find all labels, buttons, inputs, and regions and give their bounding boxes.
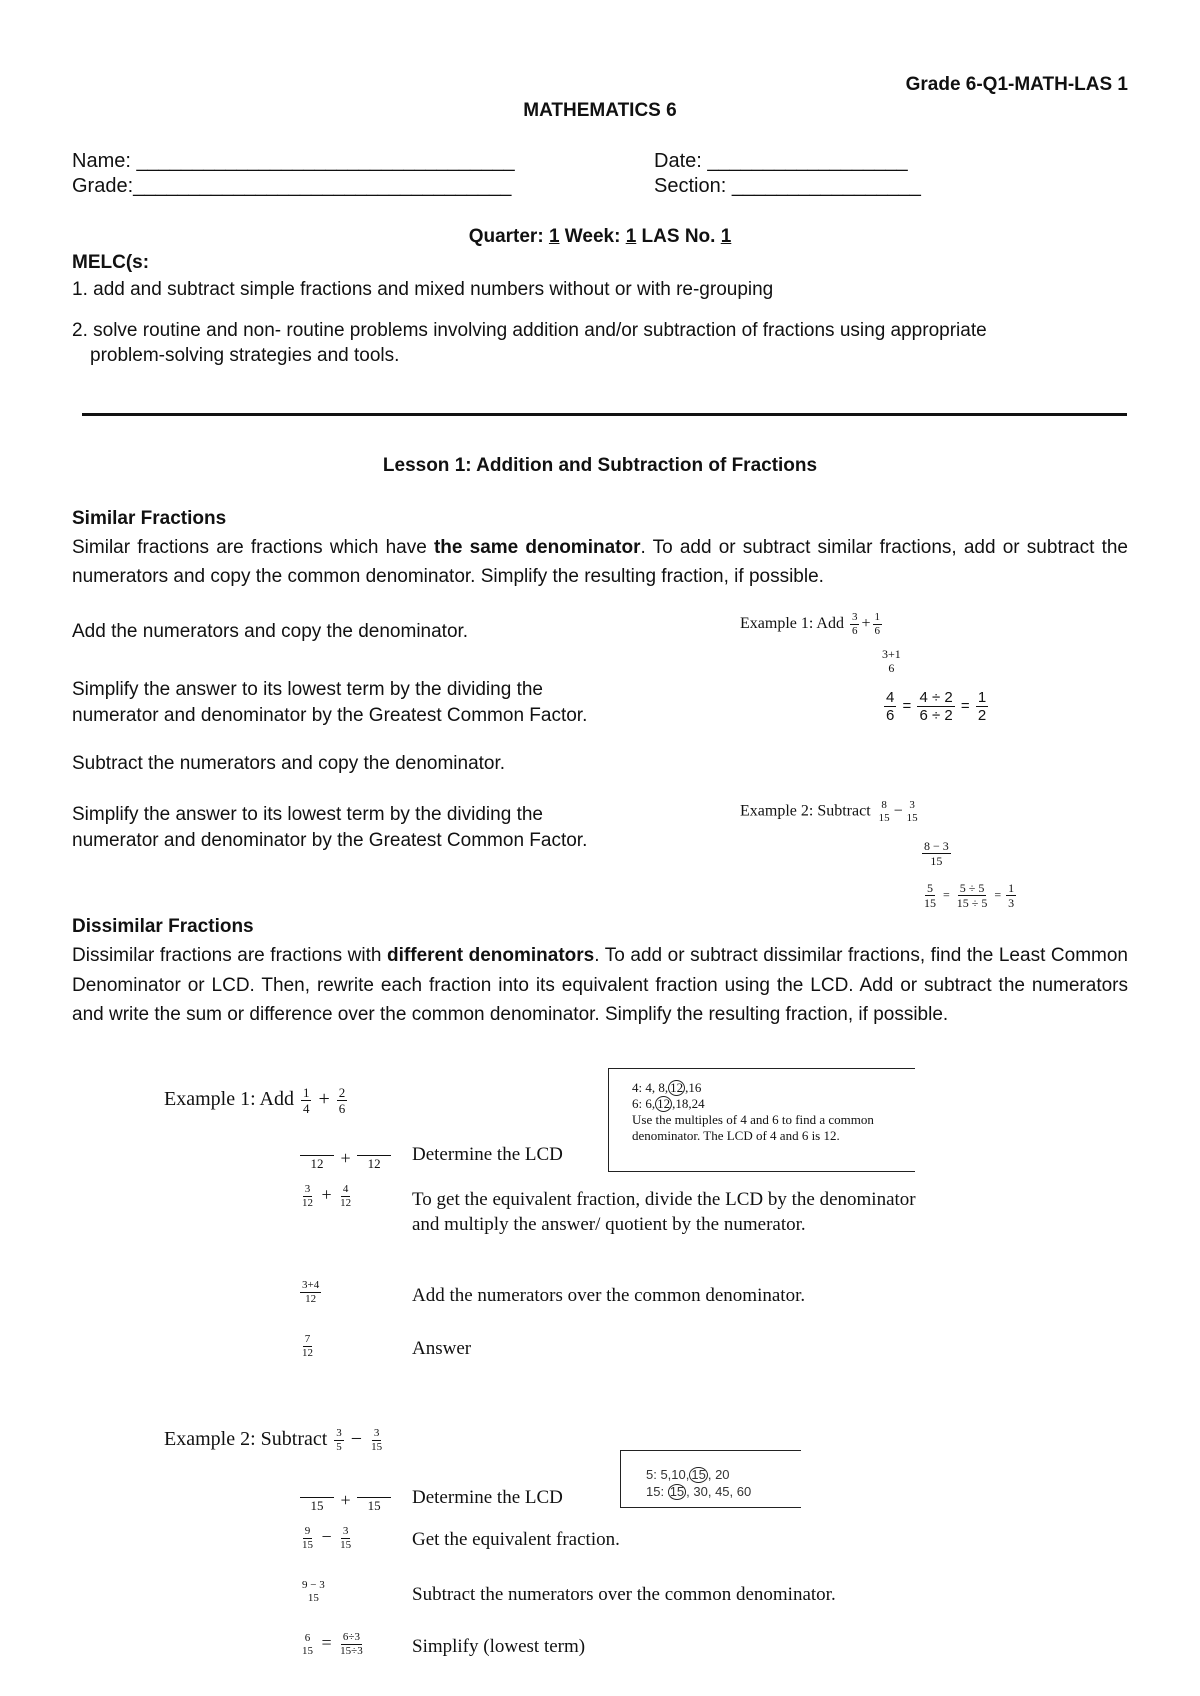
minus-sign: − bbox=[321, 1526, 332, 1547]
similar-definition-end: . To add or subtract similar fractions, add or subtract the numerators and copy the common denominator. Simplify the resulting fraction, if possible. bbox=[72, 537, 1128, 587]
ex1-row-equivalent: $\frac{3}{12}$ + $\frac{4}{12}$ bbox=[302, 1183, 352, 1209]
lcd-box-2-content bbox=[646, 1466, 751, 1500]
melc-item-2 bbox=[72, 318, 1128, 368]
melc-item-2-line-2: problem-solving strategies and tools. bbox=[90, 345, 400, 366]
dissimilar-fractions-heading: Dissimilar Fractions bbox=[72, 916, 254, 937]
ex2-row-simplify: 6 15 = $\frac{6\div 3}{15\div 3}$ bbox=[302, 1631, 363, 1657]
circled-lcd: 12 bbox=[657, 1096, 671, 1111]
week-label: Week: bbox=[559, 226, 626, 247]
step-add-numerators: Add the numerators and copy the denominator. bbox=[72, 621, 469, 642]
lcd-note: Use the multiples of 4 and 6 to find a common denominator. The LCD of 4 and 6 is 12. bbox=[632, 1112, 874, 1143]
similar-example-2: Example 2: Subtract 8 15 − 3 15 bbox=[740, 799, 918, 824]
similar-example-1-sum: 3+1 6 bbox=[882, 647, 901, 675]
step-simplify-2-line-1: Simplify the answer to its lowest term by the dividing the bbox=[72, 804, 543, 825]
similar-fractions-heading: Similar Fractions bbox=[72, 508, 227, 529]
similar-example-2-simplify: $\frac{5}{15}$ = $\frac{5 \div 5}{15 \div 5}$ = $\frac{1}{3}$ bbox=[924, 881, 1015, 910]
plus-sign: + bbox=[321, 1184, 332, 1205]
similar-example-2-difference: $\frac{8 - 3}{15}$ bbox=[924, 839, 949, 868]
circled-lcd: 15 bbox=[691, 1467, 706, 1482]
dissimilar-definition-end: . To add or subtract dissimilar fractions, find the Least Common Denominator or LCD. Then, rewrite each fraction into its equivalent fraction using the LCD. Add or subtract the numerators and write the sum or difference over the common denominator. Simplify the resulting fraction, if possible. bbox=[72, 945, 1128, 1025]
multiples-of-5: 5: 5,10, 15 , 20 bbox=[646, 1467, 730, 1482]
ex1-row-lcd: 12 + 12 bbox=[298, 1148, 393, 1170]
las-value: 1 bbox=[720, 226, 732, 247]
name-field[interactable]: Name: __________________________________ bbox=[72, 150, 515, 172]
similar-definition-emphasis: the same denominator bbox=[433, 537, 641, 558]
plus-sign: + bbox=[340, 1490, 351, 1510]
grade-field[interactable]: Grade:__________________________________ bbox=[72, 175, 512, 197]
equals-sign: = bbox=[902, 697, 912, 715]
ex2-row-lcd-text: Determine the LCD bbox=[412, 1487, 563, 1508]
dissimilar-definition-emphasis: different denominators bbox=[387, 945, 595, 966]
ex1-row-lcd-text: Determine the LCD bbox=[412, 1144, 563, 1165]
dissimilar-example-2: Example 2: Subtract $\frac{3}{5}$ − $\frac{3}{15}$ bbox=[164, 1427, 383, 1453]
step-simplify-2 bbox=[72, 802, 587, 854]
section-divider bbox=[82, 413, 1127, 416]
melc-item-2-line-1: 2. solve routine and non- routine problems involving addition and/or subtraction of fractions using appropriate bbox=[72, 320, 987, 341]
equals-sign: = bbox=[960, 697, 970, 715]
ex1-row-answer: $\frac{7}{12}$ bbox=[302, 1333, 313, 1359]
dissimilar-definition-start: Dissimilar fractions are fractions with bbox=[72, 945, 388, 966]
fraction: $\frac{3}{6}$ bbox=[851, 611, 858, 637]
ex2-row-equivalent: $\frac{9}{15}$ − $\frac{3}{15}$ bbox=[302, 1525, 352, 1551]
plus-sign: + bbox=[861, 615, 871, 633]
similar-fractions-definition bbox=[72, 533, 1128, 591]
circled-lcd: 15 bbox=[669, 1484, 685, 1499]
step-subtract-numerators: Subtract the numerators and copy the denominator. bbox=[72, 753, 506, 774]
section-field[interactable]: Section: _________________ bbox=[654, 175, 921, 197]
quarter-value: 1 bbox=[548, 226, 560, 247]
minus-sign: − bbox=[893, 802, 903, 820]
page-title: MATHEMATICS 6 bbox=[523, 100, 677, 121]
similar-example-1-label: Example 1: Add bbox=[740, 615, 844, 633]
ex1-row-add: $\frac{3+4}{12}$ bbox=[302, 1279, 320, 1305]
similar-example-1-simplify: $\frac{4}{6}$ = $\frac{4 \div 2}{6 \div 2}$ = $\frac{1}{2}$ bbox=[886, 689, 987, 724]
step-simplify-1-line-1: Simplify the answer to its lowest term by the dividing the bbox=[72, 679, 543, 700]
plus-sign: + bbox=[318, 1088, 330, 1111]
similar-example-2-label: Example 2: Subtract bbox=[740, 802, 871, 820]
minus-sign: − bbox=[350, 1428, 363, 1451]
las-label: LAS No. bbox=[636, 226, 721, 247]
document-code: Grade 6-Q1-MATH-LAS 1 bbox=[905, 74, 1128, 95]
ex1-row-answer-text: Answer bbox=[412, 1338, 472, 1359]
ex1-row-add-text: Add the numerators over the common denominator. bbox=[412, 1285, 806, 1306]
similar-example-1 bbox=[740, 612, 884, 637]
quarter-info bbox=[0, 226, 1200, 248]
ex2-row-subtract: 9 − 3 15 bbox=[302, 1579, 325, 1604]
ex2-row-subtract-text: Subtract the numerators over the common denominator. bbox=[412, 1584, 836, 1605]
week-value: 1 bbox=[625, 226, 637, 247]
lcd-box-1-content bbox=[632, 1080, 902, 1144]
circled-lcd: 12 bbox=[670, 1080, 684, 1095]
multiples-of-15: 15: 15 , 30, 45, 60 bbox=[646, 1484, 752, 1499]
equals-sign: = bbox=[943, 887, 950, 902]
equals-sign: = bbox=[994, 887, 1002, 902]
melc-title: MELC(s: bbox=[72, 252, 150, 273]
ex1-row-equivalent-text: To get the equivalent fraction, divide the LCD by the denominator and multiply the answer/ quotient by the numerator. bbox=[412, 1189, 916, 1235]
ex2-row-simplify-text: Simplify (lowest term) bbox=[412, 1636, 586, 1657]
lesson-title: Lesson 1: Addition and Subtraction of Fractions bbox=[382, 455, 818, 476]
step-simplify-1-line-2: numerator and denominator by the Greatest Common Factor. bbox=[72, 705, 588, 726]
dissimilar-example-1: Example 1: Add $\frac{1}{4}$ + $\frac{2}{6}$ bbox=[164, 1085, 346, 1116]
melc-item-1: 1. add and subtract simple fractions and mixed numbers without or with re-grouping bbox=[72, 279, 774, 300]
plus-sign: + bbox=[340, 1148, 351, 1168]
dissimilar-example-1-label: Example 1: Add bbox=[164, 1088, 294, 1111]
ex2-row-equivalent-text: Get the equivalent fraction. bbox=[412, 1529, 620, 1550]
ex2-row-lcd: 15 + 15 bbox=[298, 1490, 393, 1512]
step-simplify-1 bbox=[72, 677, 587, 729]
multiples-of-6: 6: 6, 12 ,18,24 bbox=[632, 1096, 705, 1111]
fraction: $\frac{1}{6}$ bbox=[874, 611, 881, 637]
step-simplify-2-line-2: numerator and denominator by the Greatest Common Factor. bbox=[72, 830, 588, 851]
dissimilar-fractions-definition bbox=[72, 941, 1128, 1030]
date-field[interactable]: Date: __________________ bbox=[654, 150, 908, 172]
quarter-label: Quarter: bbox=[468, 226, 549, 247]
equals-sign: = bbox=[321, 1632, 332, 1653]
dissimilar-example-2-label: Example 2: Subtract bbox=[164, 1428, 328, 1451]
similar-definition-start: Similar fractions are fractions which have bbox=[72, 537, 434, 558]
multiples-of-4: 4: 4, 8, 12 ,16 bbox=[632, 1080, 702, 1095]
